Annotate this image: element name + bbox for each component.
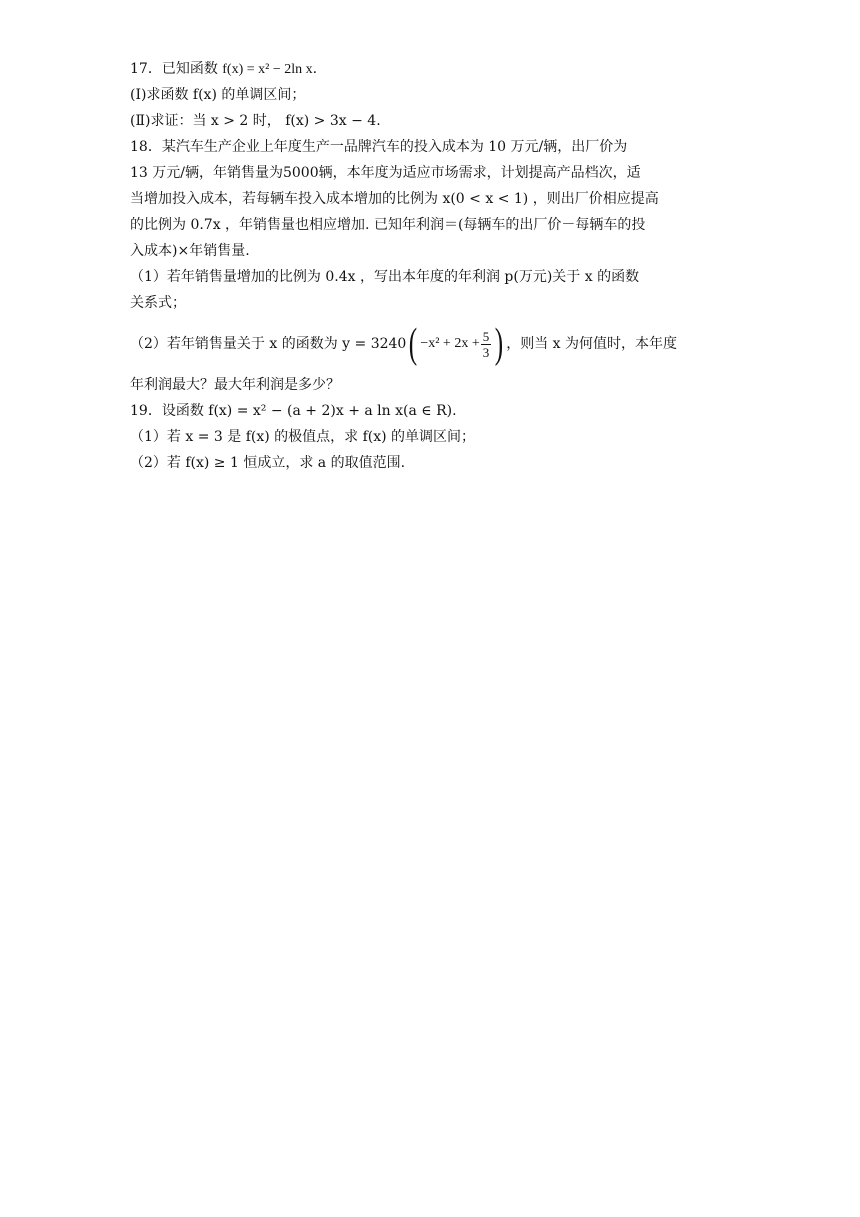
question-19-part-2: （2）若 f(x) ≥ 1 恒成立，求 a 的取值范围. (130, 455, 406, 471)
problem-list (130, 56, 730, 476)
question-18-stem-line: 18．某汽车生产企业上年度生产一品牌汽车的投入成本为 10 万元/辆，出厂价为 (130, 139, 628, 155)
question-19-part-1: （1）若 x = 3 是 f(x) 的极值点，求 f(x) 的单调区间； (130, 429, 476, 445)
question-18-part-1-line: （1）若年销售量增加的比例为 0.4x ，写出本年度的年利润 p(万元)关于 x 的函数 (130, 269, 640, 285)
question-18-part-1-line: 关系式； (130, 295, 186, 311)
q17-stem-formula: f(x) = x² − 2ln x (222, 62, 313, 77)
question-18-stem-line: 入成本)×年销售量. (130, 243, 250, 259)
question-19 (130, 398, 730, 476)
question-18 (130, 134, 730, 398)
question-17-part-1: (Ⅰ)求函数 f(x) 的单调区间； (130, 87, 306, 103)
fraction (481, 329, 492, 360)
question-18-stem-line: 13 万元/辆，年销售量为5000辆，本年度为适应市场需求，计划提高产品档次，适 (130, 165, 641, 181)
question-18-part-2 (130, 316, 730, 372)
left-paren-glyph: ( (409, 321, 418, 367)
q18-part2-inner: −x² + 2x + (420, 336, 480, 351)
q18-part2-suffix: ，则当 x 为何值时，本年度 (506, 336, 678, 352)
q17-stem-prefix: 17．已知函数 (130, 61, 223, 77)
question-18-part-2-continued: 年利润最大？最大年利润是多少？ (130, 377, 340, 393)
q18-part2-prefix: （2）若年销售量关于 x 的函数为 y = 3240 (130, 336, 407, 352)
question-17 (130, 56, 730, 134)
question-18-stem-line: 当增加投入成本，若每辆车投入成本增加的比例为 x(0 < x < 1) ，则出厂价相应提高 (130, 191, 659, 207)
question-19-stem: 19．设函数 f(x) = x² − (a + 2)x + a ln x(a ∈ R). (130, 403, 457, 419)
right-paren-glyph: ) (495, 321, 504, 367)
q17-stem-suffix: . (312, 61, 318, 77)
question-18-stem-line: 的比例为 0.7x ，年销售量也相应增加. 已知年利润＝(每辆车的出厂价－每辆车的投 (130, 217, 646, 233)
fraction-numerator: 5 (482, 328, 490, 344)
fraction-denominator: 3 (482, 344, 490, 360)
question-17-part-2: (Ⅱ)求证：当 x > 2 时， f(x) > 3x − 4. (130, 113, 381, 129)
question-17-stem (130, 56, 730, 82)
